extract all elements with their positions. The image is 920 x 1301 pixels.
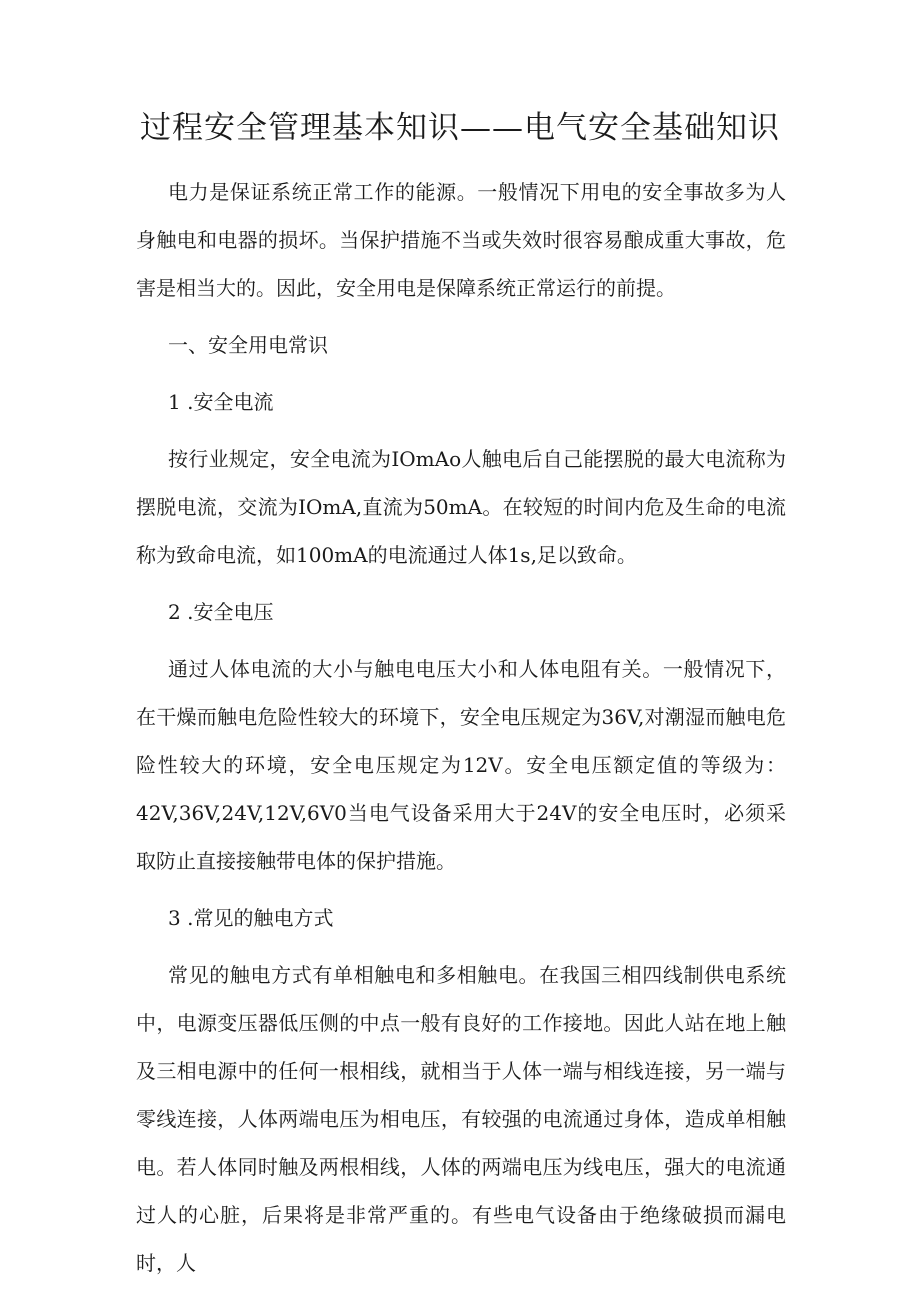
- safe-current-paragraph: 按行业规定，安全电流为IOmAo人触电后自己能摆脱的最大电流称为摆脱电流，交流为IOmA,直流为50mA。在较短的时间内危及生命的电流称为致命电流，如100mA的电流通过人体1s,足以致命。: [136, 447, 786, 567]
- subheading-safe-current: 1 .安全电流: [168, 390, 274, 414]
- intro-paragraph: 电力是保证系统正常工作的能源。一般情况下用电的安全事故多为人身触电和电器的损坏。当保护措施不当或失效时很容易酿成重大事故，危害是相当大的。因此，安全用电是保障系统正常运行的前提。: [136, 180, 786, 300]
- document-title: 过程安全管理基本知识——电气安全基础知识: [140, 110, 780, 146]
- subheading-shock-modes: 3 .常见的触电方式: [168, 906, 334, 930]
- document-body: [136, 168, 786, 1296]
- section-heading-safe-electricity: 一、安全用电常识: [168, 333, 328, 357]
- shock-modes-paragraph: 常见的触电方式有单相触电和多相触电。在我国三相四线制供电系统中，电源变压器低压侧的中点一般有良好的工作接地。因此人站在地上触及三相电源中的任何一根相线，就相当于人体一端与相线连接，另一端与零线连接，人体两端电压为相电压，有较强的电流通过身体，造成单相触电。若人体同时触及两根相线，人体的两端电压为线电压，强大的电流通过人的心脏，后果将是非常严重的。有些电气设备由于绝缘破损而漏电时，人: [136, 963, 786, 1275]
- safe-voltage-paragraph: 通过人体电流的大小与触电电压大小和人体电阻有关。一般情况下，在干燥而触电危险性较大的环境下，安全电压规定为36V,对潮湿而触电危险性较大的环境，安全电压规定为12V。安全电压额定值的等级为：42V,36V,24V,12V,6V0当电气设备采用大于24V的安全电压时，必须采取防止直接接触带电体的保护措施。: [136, 657, 786, 873]
- subheading-safe-voltage: 2 .安全电压: [168, 600, 274, 624]
